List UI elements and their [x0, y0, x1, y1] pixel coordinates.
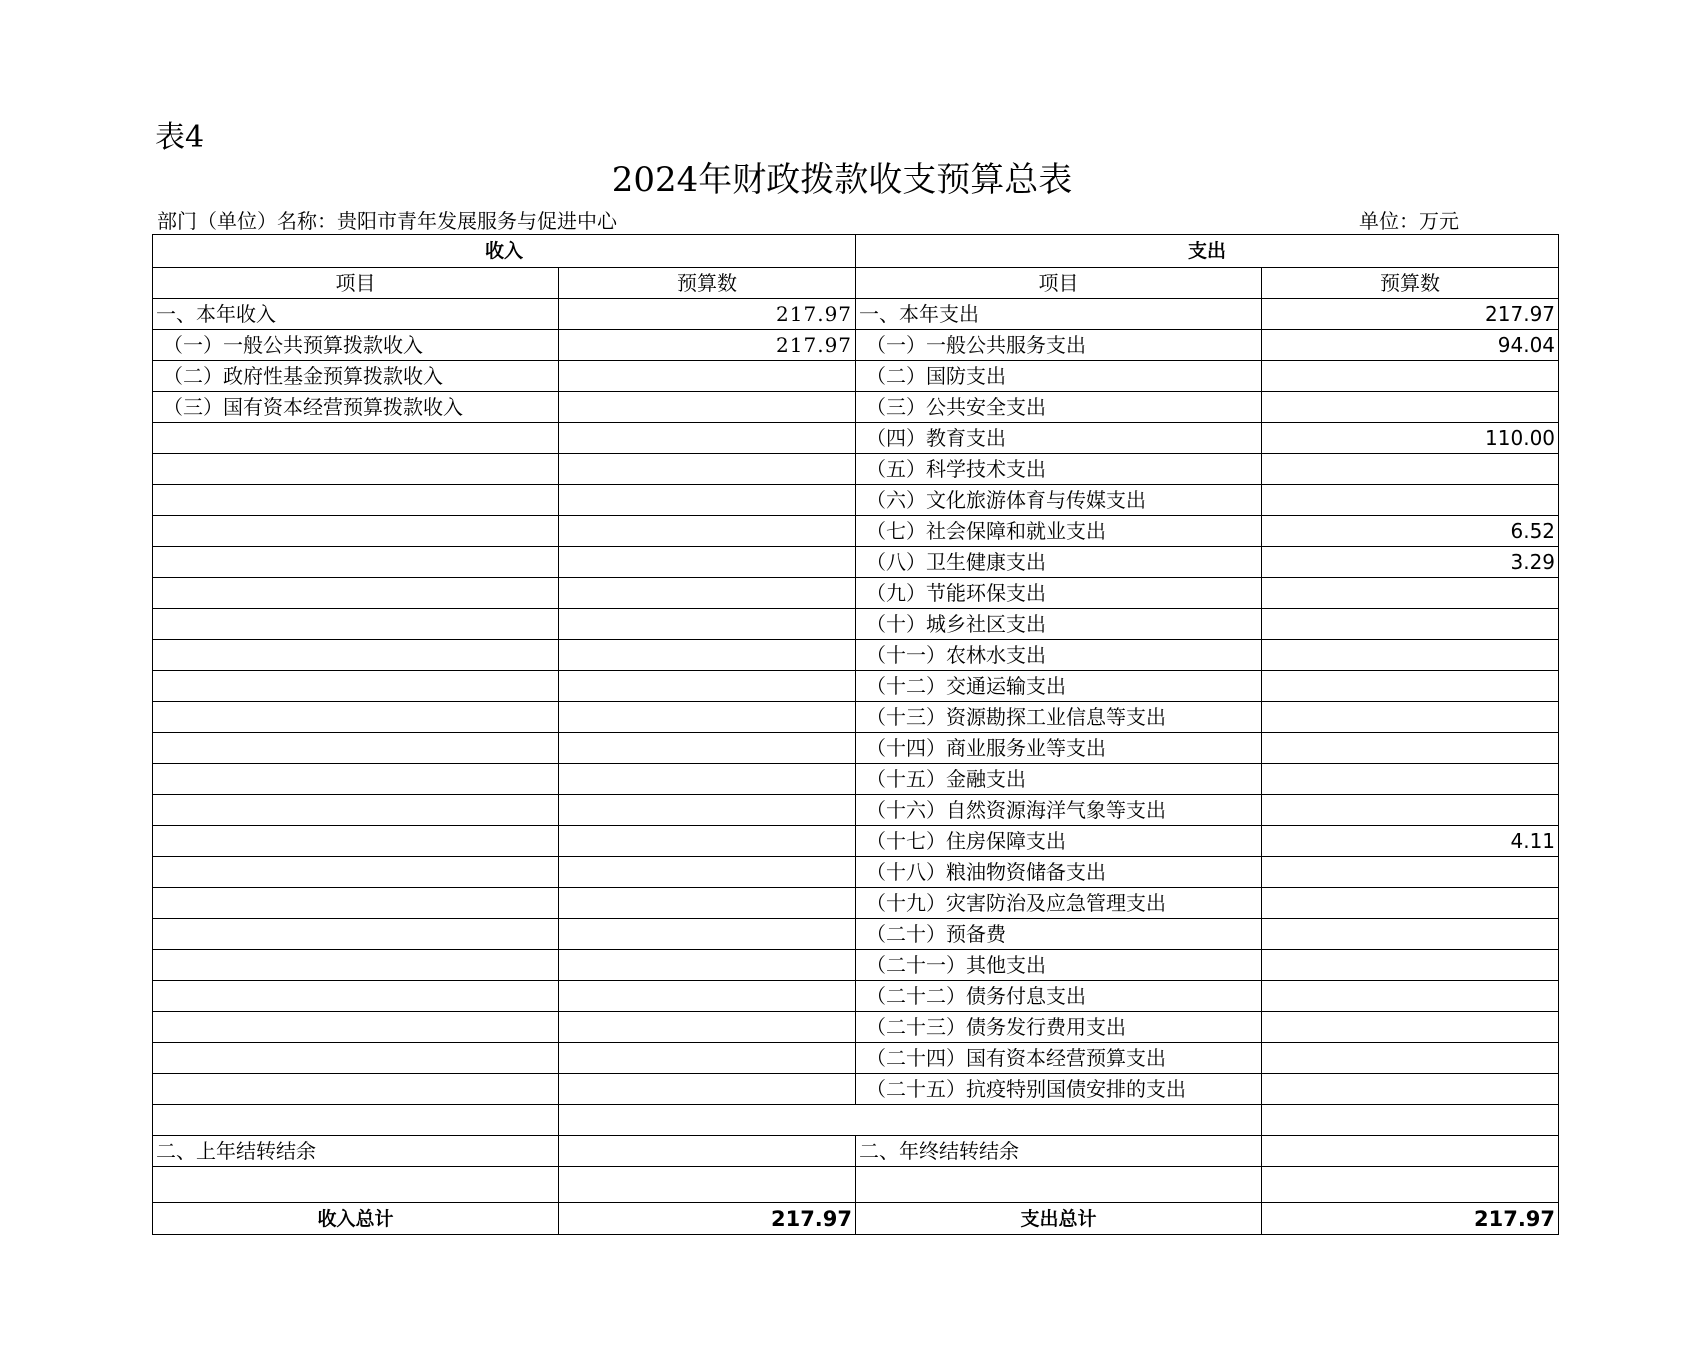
table-row	[153, 1105, 1559, 1136]
income-empty-cell	[153, 702, 559, 733]
income-item-header: 项目	[153, 268, 559, 299]
income-empty-cell	[153, 609, 559, 640]
table-row	[153, 361, 1559, 392]
income-empty-cell	[153, 733, 559, 764]
income-empty-cell	[153, 547, 559, 578]
income-carryover-value	[559, 1136, 856, 1167]
expense-item-value	[1262, 392, 1559, 423]
budget-table	[152, 234, 1559, 1235]
expense-item-label: （十一）农林水支出	[856, 640, 1262, 671]
expense-item-value	[1262, 857, 1559, 888]
expense-item-value	[1262, 671, 1559, 702]
expense-item-value	[1262, 888, 1559, 919]
income-grand-total-label: 收入总计	[153, 1203, 559, 1235]
expense-item-value	[1262, 733, 1559, 764]
expense-grand-total-value: 217.97	[1262, 1203, 1559, 1235]
header-row-columns	[153, 268, 1559, 299]
income-empty-cell	[153, 1074, 559, 1105]
expense-item-value: 110.00	[1262, 423, 1559, 454]
income-empty-cell	[153, 485, 559, 516]
income-empty-cell	[153, 1012, 559, 1043]
income-empty-cell	[559, 826, 856, 857]
expense-amount-header: 预算数	[1262, 268, 1559, 299]
expense-item-label: （十三）资源勘探工业信息等支出	[856, 702, 1262, 733]
expense-item-label: （十七）住房保障支出	[856, 826, 1262, 857]
income-empty-cell	[153, 888, 559, 919]
header-row-sections	[153, 235, 1559, 268]
expense-total-value: 217.97	[1262, 299, 1559, 330]
expense-item-label: （十）城乡社区支出	[856, 609, 1262, 640]
table-row	[153, 1167, 1559, 1203]
expense-item-value	[1262, 1043, 1559, 1074]
expense-item-value	[1262, 361, 1559, 392]
empty-cell	[153, 1105, 559, 1136]
expense-item-value	[1262, 609, 1559, 640]
income-empty-cell	[153, 671, 559, 702]
expense-item-label: （十八）粮油物资储备支出	[856, 857, 1262, 888]
expense-item-label: （十九）灾害防治及应急管理支出	[856, 888, 1262, 919]
page-title: 2024年财政拨款收支预算总表	[611, 160, 1073, 200]
income-fund-value	[559, 361, 856, 392]
expense-item-value	[1262, 981, 1559, 1012]
table-row	[153, 733, 1559, 764]
table-row	[153, 981, 1559, 1012]
expense-item-label: （十六）自然资源海洋气象等支出	[856, 795, 1262, 826]
expense-item-value: 4.11	[1262, 826, 1559, 857]
expense-item-label: （九）节能环保支出	[856, 578, 1262, 609]
income-empty-cell	[559, 733, 856, 764]
income-empty-cell	[559, 888, 856, 919]
table-row	[153, 547, 1559, 578]
expense-item-value: 6.52	[1262, 516, 1559, 547]
expense-item-label: （四）教育支出	[856, 423, 1262, 454]
expense-item-value	[1262, 764, 1559, 795]
income-empty-cell	[153, 578, 559, 609]
expense-item-header: 项目	[856, 268, 1262, 299]
expense-carryover-value	[1262, 1136, 1559, 1167]
income-empty-cell	[153, 454, 559, 485]
table-row	[153, 640, 1559, 671]
income-carryover-label: 二、上年结转结余	[153, 1136, 559, 1167]
empty-cell	[559, 1105, 1262, 1136]
table-row	[153, 299, 1559, 330]
income-empty-cell	[559, 516, 856, 547]
table-row	[153, 919, 1559, 950]
table-row	[153, 423, 1559, 454]
income-empty-cell	[559, 454, 856, 485]
table-row	[153, 950, 1559, 981]
income-empty-cell	[559, 702, 856, 733]
table-row	[153, 888, 1559, 919]
expense-item-value	[1262, 640, 1559, 671]
income-empty-cell	[153, 795, 559, 826]
table-row	[153, 795, 1559, 826]
empty-cell	[153, 1167, 559, 1203]
expense-item-label: （五）科学技术支出	[856, 454, 1262, 485]
income-general-value: 217.97	[559, 330, 856, 361]
unit-label: 单位：万元	[1359, 209, 1459, 233]
expense-item-value: 94.04	[1262, 330, 1559, 361]
empty-cell	[559, 1167, 856, 1203]
income-empty-cell	[153, 516, 559, 547]
income-capital-value	[559, 392, 856, 423]
income-amount-header: 预算数	[559, 268, 856, 299]
table-row	[153, 1043, 1559, 1074]
income-fund-label: （二）政府性基金预算拨款收入	[153, 361, 559, 392]
expense-item-label: （一）一般公共服务支出	[856, 330, 1262, 361]
income-empty-cell	[559, 609, 856, 640]
income-empty-cell	[153, 826, 559, 857]
income-total-label: 一、本年收入	[153, 299, 559, 330]
table-row	[153, 671, 1559, 702]
expense-item-label: （八）卫生健康支出	[856, 547, 1262, 578]
table-row	[153, 516, 1559, 547]
income-empty-cell	[559, 1074, 856, 1105]
expense-item-value	[1262, 578, 1559, 609]
expense-item-value: 3.29	[1262, 547, 1559, 578]
table-row	[153, 857, 1559, 888]
empty-cell	[1262, 1105, 1559, 1136]
expense-item-value	[1262, 702, 1559, 733]
income-empty-cell	[559, 671, 856, 702]
table-row	[153, 826, 1559, 857]
table-row	[153, 609, 1559, 640]
income-empty-cell	[153, 764, 559, 795]
expense-carryover-label: 二、年终结转结余	[856, 1136, 1262, 1167]
expense-item-value	[1262, 795, 1559, 826]
expense-item-label: （七）社会保障和就业支出	[856, 516, 1262, 547]
table-row	[153, 330, 1559, 361]
department-name: 部门（单位）名称：贵阳市青年发展服务与促进中心	[157, 209, 617, 233]
income-empty-cell	[153, 981, 559, 1012]
expense-item-value	[1262, 485, 1559, 516]
expense-item-value	[1262, 1074, 1559, 1105]
income-grand-total-value: 217.97	[559, 1203, 856, 1235]
expense-item-label: （十二）交通运输支出	[856, 671, 1262, 702]
expense-item-label: （二十四）国有资本经营预算支出	[856, 1043, 1262, 1074]
expense-item-label: （二十三）债务发行费用支出	[856, 1012, 1262, 1043]
expense-total-label: 一、本年支出	[856, 299, 1262, 330]
income-total-value: 217.97	[559, 299, 856, 330]
expense-item-value	[1262, 1012, 1559, 1043]
income-empty-cell	[153, 423, 559, 454]
expense-item-value	[1262, 950, 1559, 981]
expense-grand-total-label: 支出总计	[856, 1203, 1262, 1235]
expense-item-label: （二十二）债务付息支出	[856, 981, 1262, 1012]
table-number: 表4	[155, 120, 205, 155]
income-empty-cell	[559, 640, 856, 671]
table-row	[153, 764, 1559, 795]
table-row	[153, 1136, 1559, 1167]
income-empty-cell	[153, 950, 559, 981]
expense-item-label: （二十五）抗疫特别国债安排的支出	[856, 1074, 1262, 1105]
table-row	[153, 702, 1559, 733]
income-empty-cell	[559, 547, 856, 578]
empty-cell	[1262, 1167, 1559, 1203]
income-empty-cell	[559, 1012, 856, 1043]
income-empty-cell	[559, 795, 856, 826]
expense-item-value	[1262, 919, 1559, 950]
income-empty-cell	[559, 857, 856, 888]
income-empty-cell	[153, 640, 559, 671]
empty-cell	[856, 1167, 1262, 1203]
expense-item-label: （十五）金融支出	[856, 764, 1262, 795]
income-empty-cell	[559, 1043, 856, 1074]
income-capital-label: （三）国有资本经营预算拨款收入	[153, 392, 559, 423]
income-empty-cell	[559, 578, 856, 609]
expense-item-value	[1262, 454, 1559, 485]
table-row	[153, 485, 1559, 516]
totals-row	[153, 1203, 1559, 1235]
income-empty-cell	[153, 1043, 559, 1074]
income-empty-cell	[559, 764, 856, 795]
table-row	[153, 454, 1559, 485]
income-empty-cell	[153, 919, 559, 950]
income-empty-cell	[559, 981, 856, 1012]
expense-header: 支出	[856, 235, 1559, 268]
income-empty-cell	[559, 423, 856, 454]
expense-item-label: （六）文化旅游体育与传媒支出	[856, 485, 1262, 516]
income-empty-cell	[559, 485, 856, 516]
expense-item-label: （三）公共安全支出	[856, 392, 1262, 423]
table-row	[153, 578, 1559, 609]
expense-item-label: （十四）商业服务业等支出	[856, 733, 1262, 764]
income-empty-cell	[153, 857, 559, 888]
expense-item-label: （二）国防支出	[856, 361, 1262, 392]
table-row	[153, 392, 1559, 423]
income-general-label: （一）一般公共预算拨款收入	[153, 330, 559, 361]
expense-item-label: （二十）预备费	[856, 919, 1262, 950]
expense-item-label: （二十一）其他支出	[856, 950, 1262, 981]
income-header: 收入	[153, 235, 856, 268]
income-empty-cell	[559, 919, 856, 950]
table-row	[153, 1074, 1559, 1105]
table-row	[153, 1012, 1559, 1043]
income-empty-cell	[559, 950, 856, 981]
